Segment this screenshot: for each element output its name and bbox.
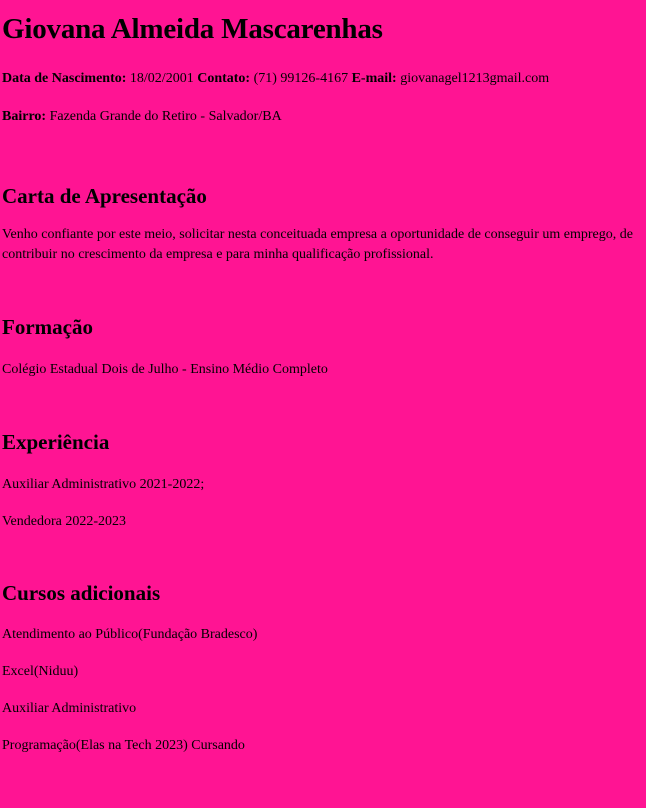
cover-letter-text: Venho confiante por este meio, solicitar nesta conceituada empresa a oportunidade de conseguir um emprego, de contribuir no crescimento da empresa e para minha qualificação profissional. [2, 227, 633, 262]
education-heading: Formação [2, 315, 93, 339]
course-item: Excel(Niduu) [2, 664, 79, 679]
course-item: Programação(Elas na Tech 2023) Cursando [2, 738, 245, 753]
course-item: Auxiliar Administrativo [2, 701, 137, 716]
courses-heading: Cursos adicionais [2, 581, 161, 605]
resume-name: Giovana Almeida Mascarenhas [2, 13, 383, 45]
experience-item: Auxiliar Administrativo 2021-2022; [2, 477, 205, 492]
email-value: giovanagel1213gmail.com [396, 71, 550, 86]
personal-info-row [2, 69, 644, 89]
cover-letter-heading: Carta de Apresentação [2, 184, 207, 208]
neighborhood-label: Bairro: [2, 109, 47, 124]
experience-heading: Experiência [2, 430, 110, 454]
birth-date-value: 18/02/2001 [126, 71, 198, 86]
neighborhood-value: Fazenda Grande do Retiro - Salvador/BA [46, 109, 282, 124]
education-item: Colégio Estadual Dois de Julho - Ensino Médio Completo [2, 362, 328, 377]
contact-value: (71) 99126-4167 [250, 71, 352, 86]
address-row [2, 107, 644, 127]
course-item: Atendimento ao Público(Fundação Bradesco) [2, 627, 258, 642]
experience-item: Vendedora 2022-2023 [2, 514, 127, 529]
contact-label: Contato: [197, 71, 251, 86]
birth-date-label: Data de Nascimento: [2, 71, 127, 86]
email-label: E-mail: [351, 71, 397, 86]
